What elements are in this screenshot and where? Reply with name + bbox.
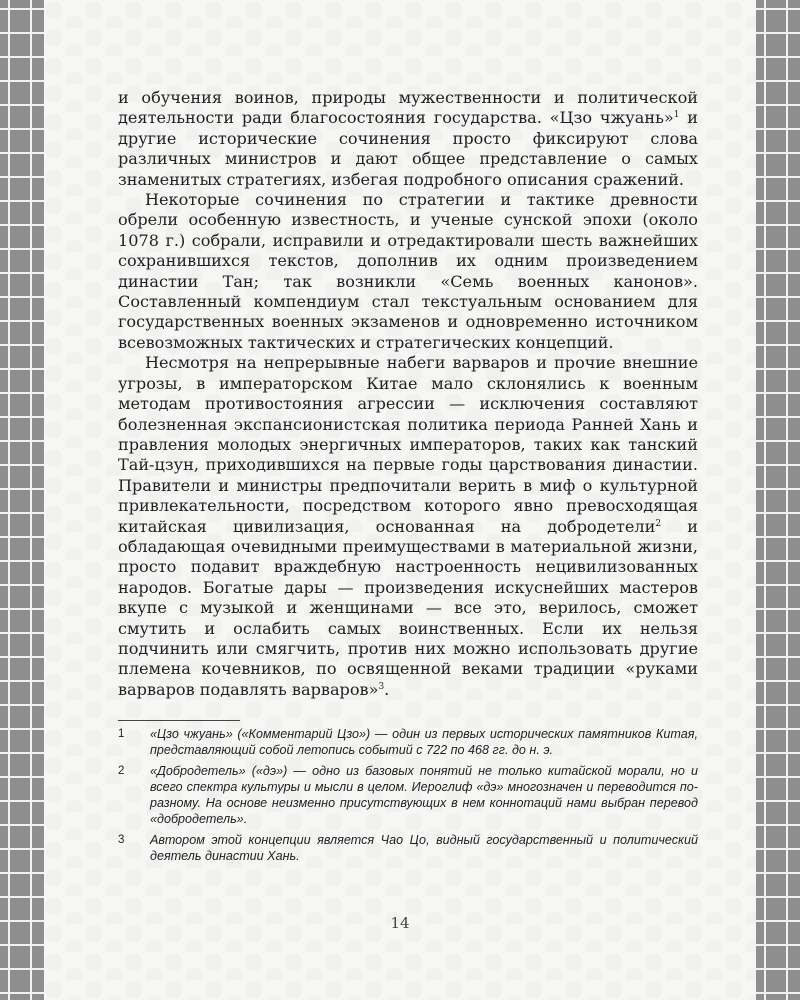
decorative-border-left <box>0 0 44 1000</box>
main-text <box>118 88 698 700</box>
footnote-number: 1 <box>118 728 125 740</box>
footnote-text: «Добродетель» («дэ») — одно из базовых понятий не только китайской морали, но и всего спектра культуры и мысли в целом. Иероглиф «дэ» многозначен и переводится по-разному. На основе неизменно присутствующих в нем коннотаций нами выбран перевод «добродетель». <box>150 764 698 826</box>
paragraph-2: Некоторые сочинения по стратегии и тактике древности обрели особенную известность, и ученые сунской эпохи (около 1078 г.) собрали, исправили и отредактировали шесть важнейших сохранившихся текстов, дополнив их одним произведением династии Тан; так возникли «Семь военных канонов». Составленный компендиум стал текстуальным основанием для государственных военных экзаменов и одновременно источником всевозможных тактических и стратегических концепций. <box>118 190 698 352</box>
footnote-text: Автором этой концепции является Чао Цо, видный государственный и политический деятель династии Хань. <box>150 833 698 863</box>
footnotes <box>118 726 698 869</box>
footnote-ref-2: 2 <box>655 518 662 529</box>
footnote-item <box>118 832 698 864</box>
decorative-border-right <box>756 0 800 1000</box>
footnote-text: «Цзо чжуань» («Комментарий Цзо») — один из первых исторических памятников Китая, представляющий собой летопись событий с 722 по 468 гг. до н. э. <box>150 727 698 757</box>
footnote-number: 3 <box>118 834 125 846</box>
paragraph-1: и обучения воинов, природы мужественности и политической деятельности ради благосостояния государства. «Цзо чжуань»$^1$ и другие исторические сочинения просто фиксируют слова различных министров и дают общее представление о самых знаменитых стратегиях, избегая подробного описания сражений. <box>118 88 698 189</box>
footnote-item <box>118 763 698 827</box>
footnote-ref-1: 1 <box>673 110 680 121</box>
footnote-ref-3: 3 <box>378 681 385 692</box>
footnote-item <box>118 726 698 758</box>
footnote-number: 2 <box>118 765 125 777</box>
paragraph-3: Несмотря на непрерывные набеги варваров и прочие внешние угрозы, в императорском Китае мало склонялись к военным методам противостояния агрессии — исключения составляют болезненная экспансионистская политика периода Ранней Хань и правления молодых энергичных императоров, таких как танский Тай-цзун, приходившихся на первые годы царствования династии. Правители и министры предпочитали верить в миф о культурной привлекательности, посредством которого явно превосходящая китайская цивилизация, основанная на добродетели$^2$ и обладающая очевидными преимуществами в материальной жизни, просто подавит враждебную настроенность нецивилизованных народов. Богатые дары — произведения искуснейших мастеров вкупе с музыкой и женщинами — все это, верилось, сможет смутить и ослабить самых воинственных. Если их нельзя подчинить или смягчить, против них можно использовать другие племена кочевников, по освященной веками традиции «руками варваров подавлять варваров»$^3$. <box>118 353 698 699</box>
page-number: 14 <box>390 914 410 932</box>
footnote-separator <box>118 720 240 721</box>
